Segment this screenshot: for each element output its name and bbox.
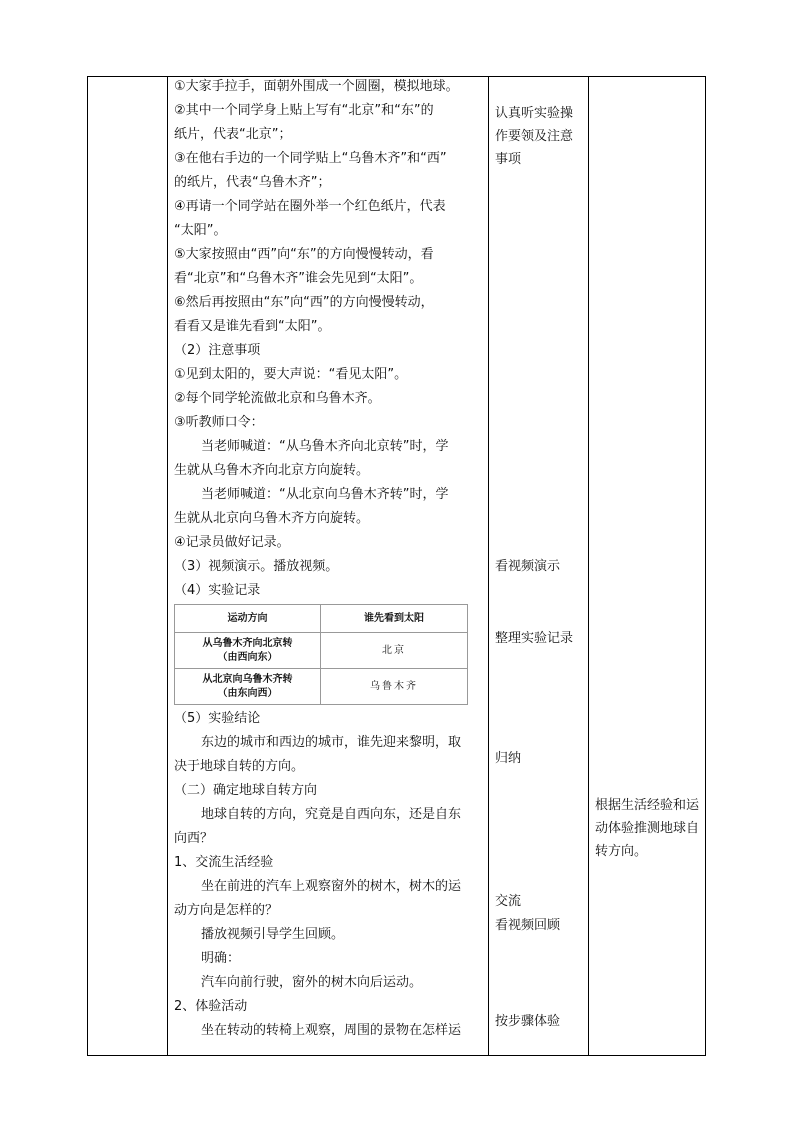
section-heading: （5）实验结论 bbox=[174, 711, 261, 726]
direction-note: （由东向西） bbox=[217, 687, 278, 699]
table-header-cell: 谁先看到太阳 bbox=[321, 605, 468, 633]
section-heading: （3）视频演示。播放视频。 bbox=[174, 559, 339, 574]
text-line: 的纸片，代表“乌鲁木齐”； bbox=[174, 175, 331, 190]
text-line: 坐在转动的转椅上观察，周围的景物在怎样运 bbox=[201, 1023, 462, 1038]
column-divider-3 bbox=[588, 76, 589, 1056]
text-line: 纸片，代表“北京”； bbox=[174, 127, 292, 142]
text-line: 向西？ bbox=[174, 831, 214, 846]
student-activity-item: 整理实验记录 bbox=[495, 631, 574, 646]
text-line: ②其中一个同学身上贴上写有“北京”和“东”的 bbox=[174, 103, 434, 118]
table-header-cell: 运动方向 bbox=[175, 605, 321, 633]
text-line: ①见到太阳的，要大声说：“看见太阳”。 bbox=[174, 367, 408, 382]
student-activity-item: 认真听实验操作要领及注意事项 bbox=[495, 106, 574, 167]
text-line: 汽车向前行驶，窗外的树木向后运动。 bbox=[201, 975, 423, 990]
text-line: ④再请一个同学站在圈外举一个红色纸片，代表 bbox=[174, 199, 446, 214]
text-line: ②每个同学轮流做北京和乌鲁木齐。 bbox=[174, 391, 381, 406]
text-line: 地球自转的方向，究竟是自西向东，还是自东 bbox=[201, 807, 462, 822]
student-activity-item: 归纳 bbox=[495, 751, 522, 766]
section-heading: （2）注意事项 bbox=[174, 343, 261, 358]
table-cell-direction bbox=[175, 633, 321, 669]
text-line: ③听教师口令： bbox=[174, 415, 264, 430]
text-line: 坐在前进的汽车上观察窗外的树木，树木的运 bbox=[201, 879, 462, 894]
text-line: 当老师喊道：“从乌鲁木齐向北京转”时，学 bbox=[201, 439, 449, 454]
section-heading: 2、体验活动 bbox=[174, 999, 248, 1014]
text-line: 当老师喊道：“从北京向乌鲁木齐转”时，学 bbox=[201, 487, 449, 502]
table-row bbox=[175, 633, 468, 669]
design-intent-text: 根据生活经验和运动体验推测地球自转方向。 bbox=[595, 798, 700, 859]
text-line: 东边的城市和西边的城市，谁先迎来黎明，取 bbox=[201, 735, 462, 750]
table-cell-result: 北京 bbox=[321, 633, 468, 669]
text-line: ④记录员做好记录。 bbox=[174, 535, 290, 550]
text-line: ①大家手拉手，面朝外围成一个圆圈，模拟地球。 bbox=[174, 79, 459, 94]
table-cell-direction bbox=[175, 669, 321, 705]
text-line: ⑤大家按照由“西”向“东”的方向慢慢转动，看 bbox=[174, 247, 434, 262]
table-cell-result: 乌鲁木齐 bbox=[321, 669, 468, 705]
student-activity-item: 按步骤体验 bbox=[495, 1014, 561, 1029]
text-line: 生就从北京向乌鲁木齐方向旋转。 bbox=[174, 511, 370, 526]
section-heading: （4）实验记录 bbox=[174, 583, 261, 598]
student-activity-item: 交流 bbox=[495, 894, 522, 909]
table-row bbox=[175, 669, 468, 705]
direction-note: （由西向东） bbox=[217, 651, 278, 663]
text-line: 播放视频引导学生回顾。 bbox=[201, 927, 345, 942]
text-line: 明确： bbox=[201, 951, 241, 966]
text-line: ⑥然后再按照由“东”向“西”的方向慢慢转动， bbox=[174, 295, 434, 310]
text-line: “太阳”。 bbox=[174, 223, 227, 238]
section-heading: 1、交流生活经验 bbox=[174, 855, 274, 870]
column-divider-2 bbox=[488, 76, 489, 1056]
table-header-row bbox=[175, 605, 468, 633]
text-line: 看看又是谁先看到“太阳”。 bbox=[174, 319, 331, 334]
text-line: 动方向是怎样的？ bbox=[174, 903, 279, 918]
student-activity-item: 看视频演示 bbox=[495, 559, 561, 574]
experiment-record-table bbox=[174, 604, 468, 705]
text-line: 生就从乌鲁木齐向北京方向旋转。 bbox=[174, 463, 370, 478]
direction-text: 从北京向乌鲁木齐转 bbox=[202, 673, 293, 685]
column-divider-1 bbox=[167, 76, 168, 1056]
text-line: ③在他右手边的一个同学贴上“乌鲁木齐”和“西” bbox=[174, 151, 447, 166]
direction-text: 从乌鲁木齐向北京转 bbox=[202, 637, 293, 649]
text-line: 决于地球自转的方向。 bbox=[174, 759, 305, 774]
section-heading: （二）确定地球自转方向 bbox=[174, 783, 318, 798]
student-activity-item: 看视频回顾 bbox=[495, 918, 561, 933]
text-line: 看“北京”和“乌鲁木齐”谁会先见到“太阳”。 bbox=[174, 271, 423, 286]
